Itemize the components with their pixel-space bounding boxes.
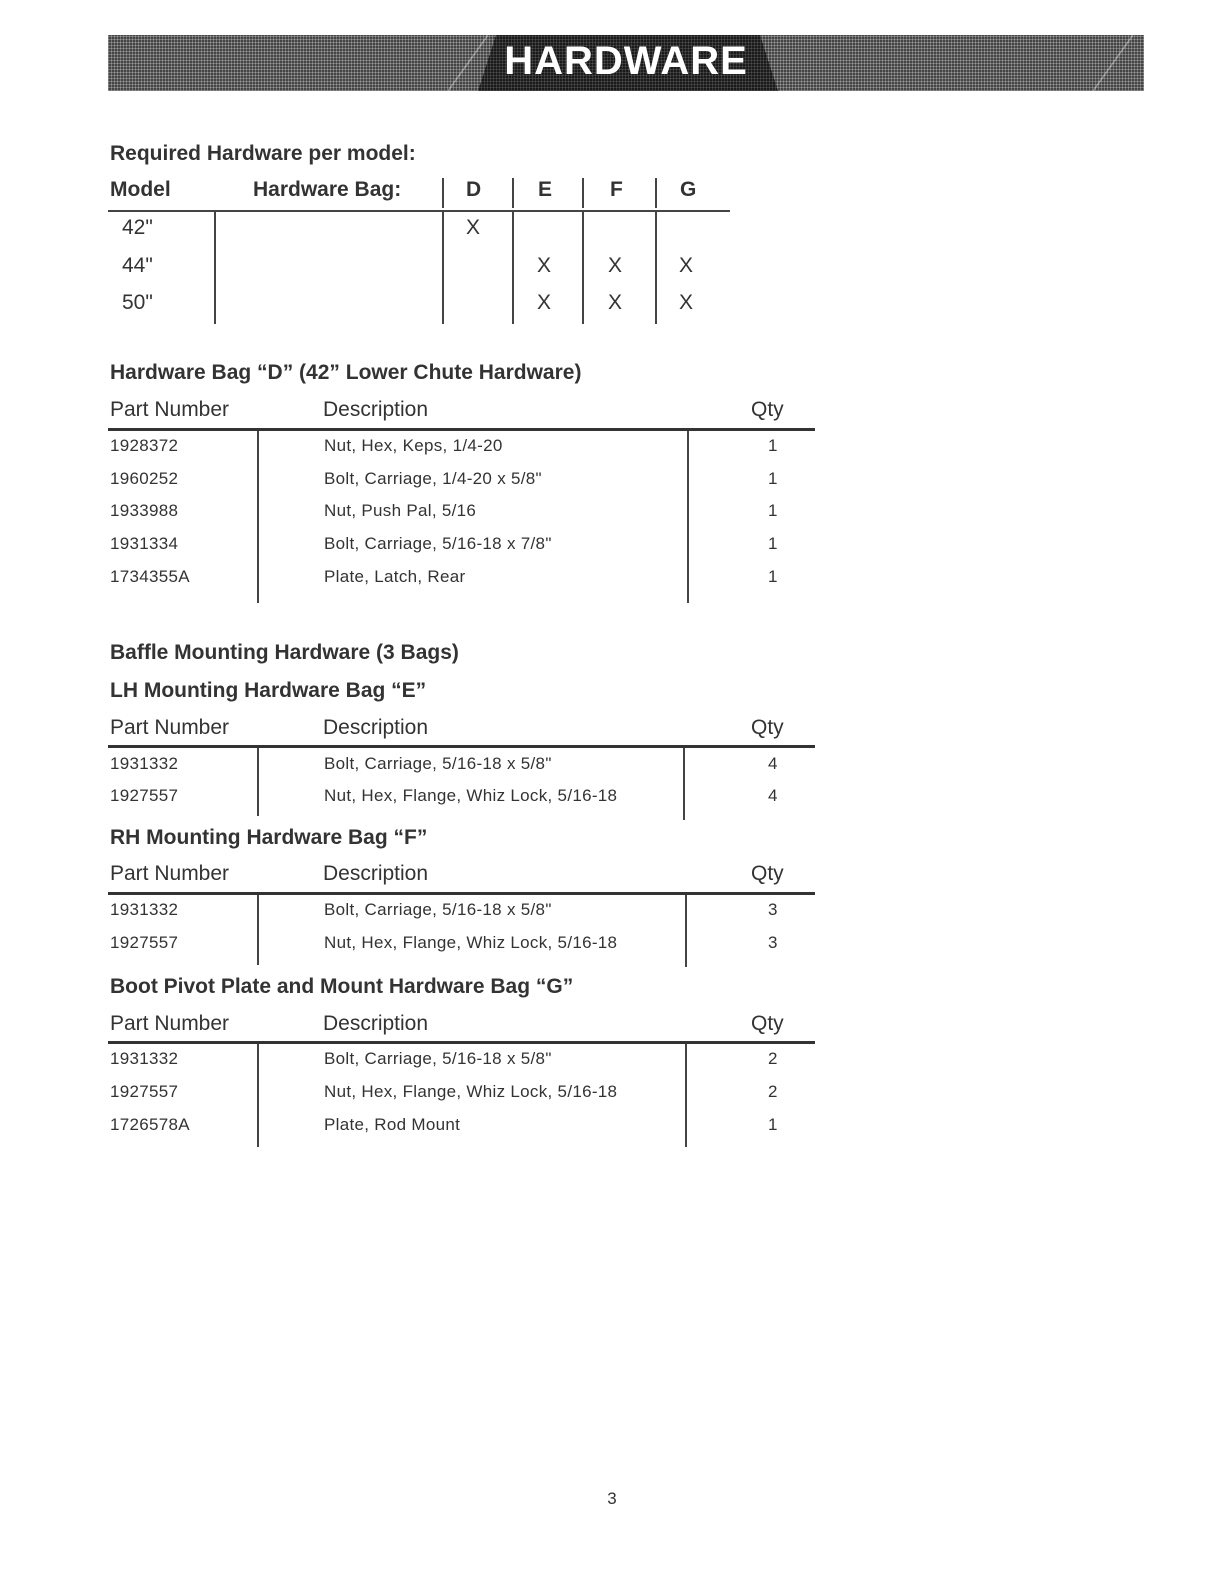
part-qty: 1 [768, 567, 778, 586]
baffle-heading: Baffle Mounting Hardware (3 Bags) [110, 641, 459, 664]
part-description: Bolt, Carriage, 5/16-18 x 7/8" [324, 534, 552, 553]
description-header: Description [323, 1012, 429, 1035]
column-divider [214, 212, 216, 324]
part-description: Bolt, Carriage, 5/16-18 x 5/8" [324, 900, 552, 919]
model-44-label: 44" [122, 254, 153, 277]
column-divider [683, 748, 685, 820]
bag-d-column-header: D [466, 178, 482, 201]
hardware-bag-column-header: Hardware Bag: [253, 178, 402, 201]
part-qty: 3 [768, 900, 778, 919]
model-column-header: Model [110, 178, 171, 201]
model-44-bag-e-mark: X [537, 254, 552, 277]
part-number: 1928372 [110, 436, 179, 455]
bag-g-column-header: G [680, 178, 697, 201]
column-divider [257, 431, 259, 603]
column-divider [685, 895, 687, 967]
part-qty: 1 [768, 1115, 778, 1134]
table-rule [108, 210, 730, 212]
model-44-bag-f-mark: X [608, 254, 623, 277]
part-number-header: Part Number [110, 1012, 230, 1035]
bag-e-heading: LH Mounting Hardware Bag “E” [110, 679, 427, 702]
column-divider [257, 1044, 259, 1147]
part-qty: 3 [768, 933, 778, 952]
column-divider [655, 178, 657, 208]
part-qty: 1 [768, 501, 778, 520]
part-number: 1726578A [110, 1115, 190, 1134]
part-qty: 1 [768, 436, 778, 455]
column-divider [512, 212, 514, 324]
part-number-header: Part Number [110, 398, 230, 421]
hardware-banner [108, 35, 1144, 91]
bag-f-column-header: F [610, 178, 623, 201]
description-header: Description [323, 862, 429, 885]
part-qty: 4 [768, 786, 778, 805]
bag-f-heading: RH Mounting Hardware Bag “F” [110, 826, 428, 849]
column-divider [655, 212, 657, 324]
part-number: 1927557 [110, 1082, 179, 1101]
column-divider [442, 212, 444, 324]
description-header: Description [323, 398, 429, 421]
column-divider [685, 1044, 687, 1147]
model-42-bag-d-mark: X [466, 216, 481, 239]
part-number: 1931332 [110, 900, 179, 919]
part-description: Nut, Push Pal, 5/16 [324, 501, 477, 520]
part-qty: 2 [768, 1049, 778, 1068]
part-qty: 1 [768, 469, 778, 488]
part-number: 1931332 [110, 1049, 179, 1068]
table-rule [108, 428, 815, 431]
qty-header: Qty [751, 398, 784, 421]
part-description: Nut, Hex, Flange, Whiz Lock, 5/16-18 [324, 786, 618, 805]
model-44-bag-g-mark: X [679, 254, 694, 277]
bag-e-column-header: E [538, 178, 553, 201]
part-description: Nut, Hex, Flange, Whiz Lock, 5/16-18 [324, 933, 618, 952]
bag-g-heading: Boot Pivot Plate and Mount Hardware Bag “G” [110, 975, 574, 998]
qty-header: Qty [751, 1012, 784, 1035]
table-rule [108, 892, 815, 895]
part-number: 1927557 [110, 786, 179, 805]
table-rule [108, 1041, 815, 1044]
model-42-label: 42" [122, 216, 153, 239]
part-description: Nut, Hex, Flange, Whiz Lock, 5/16-18 [324, 1082, 618, 1101]
part-number: 1927557 [110, 933, 179, 952]
model-50-bag-e-mark: X [537, 291, 552, 314]
qty-header: Qty [751, 862, 784, 885]
column-divider [582, 212, 584, 324]
part-qty: 4 [768, 754, 778, 773]
column-divider [257, 748, 259, 816]
column-divider [442, 178, 444, 208]
part-description: Plate, Rod Mount [324, 1115, 461, 1134]
part-number: 1931334 [110, 534, 179, 553]
model-50-label: 50" [122, 291, 153, 314]
model-50-bag-g-mark: X [679, 291, 694, 314]
column-divider [512, 178, 514, 208]
part-number-header: Part Number [110, 862, 230, 885]
column-divider [582, 178, 584, 208]
part-description: Plate, Latch, Rear [324, 567, 466, 586]
part-description: Bolt, Carriage, 5/16-18 x 5/8" [324, 1049, 552, 1068]
column-divider [257, 895, 259, 965]
part-description: Bolt, Carriage, 1/4-20 x 5/8" [324, 469, 542, 488]
table-rule [108, 745, 815, 748]
bag-d-heading: Hardware Bag “D” (42” Lower Chute Hardware) [110, 361, 582, 384]
model-table-heading: Required Hardware per model: [110, 142, 416, 165]
column-divider [687, 431, 689, 603]
part-number-header: Part Number [110, 716, 230, 739]
part-number: 1960252 [110, 469, 179, 488]
model-50-bag-f-mark: X [608, 291, 623, 314]
part-number: 1734355A [110, 567, 190, 586]
qty-header: Qty [751, 716, 784, 739]
part-qty: 2 [768, 1082, 778, 1101]
page-title: HARDWARE [504, 39, 748, 83]
part-number: 1931332 [110, 754, 179, 773]
part-description: Bolt, Carriage, 5/16-18 x 5/8" [324, 754, 552, 773]
part-number: 1933988 [110, 501, 179, 520]
part-description: Nut, Hex, Keps, 1/4-20 [324, 436, 503, 455]
part-qty: 1 [768, 534, 778, 553]
page-number: 3 [607, 1489, 617, 1508]
description-header: Description [323, 716, 429, 739]
